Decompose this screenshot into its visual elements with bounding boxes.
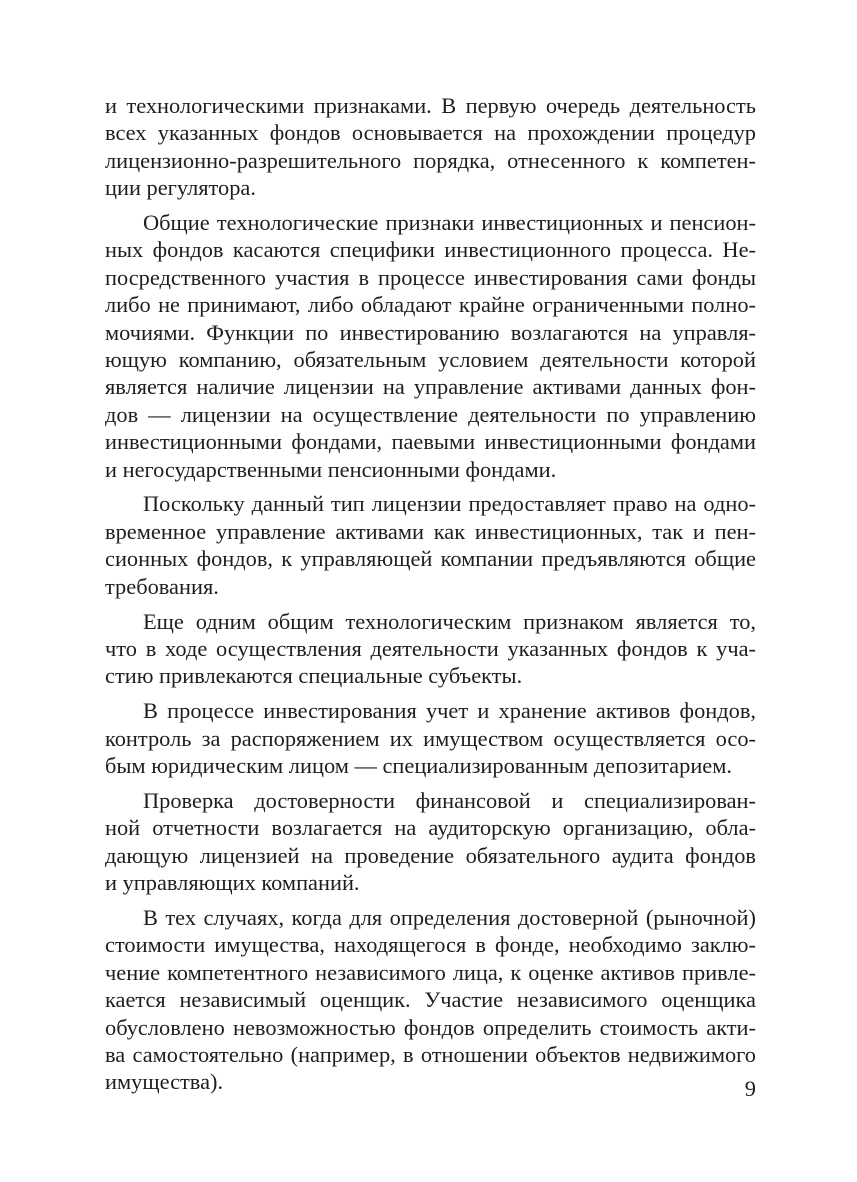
text-line: мочиями. Функции по инвестированию возлагаются на управля- [105,319,756,345]
text-line: В процессе инвестирования учет и хранение активов фондов, [143,698,756,724]
paragraph-2 [105,209,756,483]
text-line: Проверка достоверности финансовой и специализирован- [143,787,756,813]
paragraph-1 [105,92,756,202]
text-line: контроль за распоряжением их имуществом осуществляется осо- [105,725,756,751]
text-line: посредственного участия в процессе инвестирования сами фонды [105,264,756,290]
text-line: требования. [105,573,219,599]
paragraph-7 [105,904,756,1096]
text-line: и негосударственными пенсионными фондами. [105,456,557,482]
text-line: В тех случаях, когда для определения достоверной (рыночной) [143,904,756,930]
page-number: 9 [744,1076,756,1101]
text-line: Еще одним общим технологическим признаком является то, [143,608,756,634]
text-line: стоимости имущества, находящегося в фонде, необходимо заклю- [105,932,756,958]
text-line: что в ходе осуществления деятельности указанных фондов к уча- [105,635,756,661]
page-body [105,92,756,1103]
paragraph-3 [105,490,756,600]
paragraph-5 [105,697,756,779]
text-line: лицензионно-разрешительного порядка, отнесенного к компетен- [105,147,756,173]
text-line: и управляющих компаний. [105,870,360,896]
text-line: и технологическими признаками. В первую очередь деятельность [105,93,756,118]
text-line: ва самостоятельно (например, в отношении объектов недвижимого [105,1041,756,1067]
text-line: сионных фондов, к управляющей компании предъявляются общие [105,546,756,572]
text-line: обусловлено невозможностью фондов определить стоимость акти- [105,1014,756,1040]
text-line: стию привлекаются специальные субъекты. [105,663,523,689]
paragraph-6 [105,787,756,897]
text-line: является наличие лицензии на управление активами данных фон- [105,374,756,400]
text-line: ной отчетности возлагается на аудиторскую организацию, обла- [105,815,756,841]
text-line: чение компетентного независимого лица, к оценке активов привле- [105,959,756,985]
text-line: дающую лицензией на проведение обязательного аудита фондов [105,842,756,868]
text-line: всех указанных фондов основывается на прохождении процедур [105,120,756,146]
text-line: ции регулятора. [105,175,256,201]
text-line: Общие технологические признаки инвестиционных и пенсион- [143,210,756,236]
text-line: либо не принимают, либо обладают крайне ограниченными полно- [105,292,756,318]
text-line: инвестиционными фондами, паевыми инвестиционными фондами [105,429,756,455]
text-line: ющую компанию, обязательным условием деятельности которой [105,347,756,373]
text-line: дов — лицензии на осуществление деятельности по управлению [105,401,756,427]
text-line: ных фондов касаются специфики инвестиционного процесса. Не- [105,237,756,263]
text-line: бым юридическим лицом — специализированным депозитарием. [105,752,733,778]
text-line: имущества). [105,1069,224,1095]
text-line: Поскольку данный тип лицензии предоставляет право на одно- [143,491,756,517]
text-line: временное управление активами как инвестиционных, так и пен- [105,518,756,544]
text-line: кается независимый оценщик. Участие независимого оценщика [105,987,756,1013]
paragraph-4 [105,608,756,690]
